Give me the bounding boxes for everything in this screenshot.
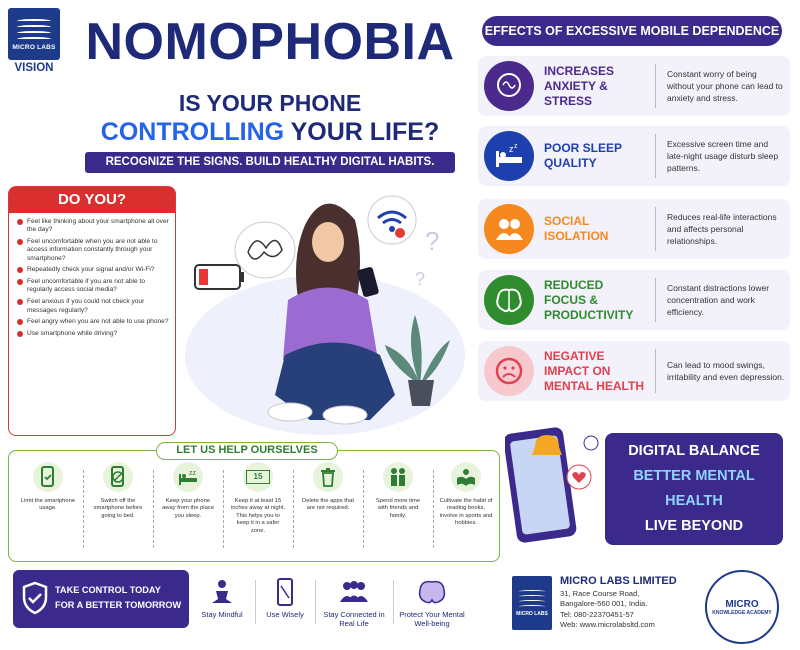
svg-text:z: z [514, 143, 518, 150]
trash-icon [313, 462, 343, 492]
tip-item [160, 462, 216, 558]
group-icon [318, 578, 390, 606]
list-item: Feel like thinking about your smartphone all over the day? [17, 218, 169, 234]
shield-check-icon [21, 581, 49, 615]
low-battery-icon [195, 265, 244, 289]
effects-heading: EFFECTS OF EXCESSIVE MOBILE DEPENDENCE [482, 16, 782, 46]
tip-item [90, 462, 146, 558]
tip-item [300, 462, 356, 558]
ruler-icon [243, 462, 273, 492]
subtitle-controlling [60, 120, 480, 145]
effect-desc: Constant worry of being without your phone can lead to anxiety and stress. [667, 69, 783, 103]
list-item: Feel uncomfortable when you are not able to access information constantly through your smartphone? [17, 238, 169, 263]
bottom-item [258, 578, 312, 619]
tip-text: Spend more time with friends and family. [375, 498, 421, 519]
anxious-girl-illustration [180, 180, 470, 440]
phone-off-icon [103, 462, 133, 492]
company-name: MICRO LABS LIMITED [560, 575, 677, 587]
bottom-item-label: Stay Mindful [201, 610, 243, 619]
effect-card-mental [478, 341, 790, 401]
phone-check-icon [33, 462, 63, 492]
sad-face-icon [484, 346, 534, 396]
company-website[interactable]: Web: www.microlabsltd.com [560, 620, 655, 630]
company-address-1: 31, Race Course Road, [560, 589, 640, 598]
effect-desc: Reduces real-life interactions and affects personal relationships. [667, 212, 777, 246]
balance-line-3: LIVE BEYOND [644, 518, 744, 534]
take-control-banner [13, 570, 189, 628]
micro-labs-logo-icon [8, 8, 60, 60]
bed-sleep-icon [484, 131, 534, 181]
do-you-panel [8, 186, 176, 436]
tip-item [370, 462, 426, 558]
effect-card-focus [478, 270, 790, 330]
reading-icon [451, 462, 481, 492]
micro-labs-vision-logo [8, 8, 66, 74]
effect-title: POOR SLEEP QUALITY [544, 141, 622, 170]
tagline-banner: RECOGNIZE THE SIGNS. BUILD HEALTHY DIGITAL HABITS. [85, 152, 455, 173]
tip-item [230, 462, 286, 558]
svg-text:z: z [509, 144, 514, 154]
seal-top-text: MICRO [725, 598, 759, 610]
effect-card-anxiety [478, 56, 790, 116]
company-phone: Tel: 080-22370451-57 [560, 609, 634, 619]
tip-text: Keep it at least 15 inches away at night. This helps you to keep it in a safer zone. [230, 498, 286, 534]
list-item: Repeatedly check your signal and/or Wi-Fi? [17, 266, 169, 274]
bottom-item [396, 578, 468, 628]
tip-text: Delete the apps that are not required. [302, 498, 354, 512]
brain-icon [396, 578, 468, 606]
people-icon [484, 204, 534, 254]
tip-item [20, 462, 76, 558]
subtitle-question: IS YOUR PHONE [178, 90, 362, 116]
logo-text: MICRO LABS [12, 43, 56, 51]
bottom-item [192, 578, 252, 619]
bottom-item-label: Protect Your Mental Well-being [399, 610, 465, 628]
balance-line-2: BETTER MENTAL HEALTH [633, 468, 755, 509]
phone-icon [258, 578, 312, 606]
effect-desc: Excessive screen time and late-night usage disturb sleep patterns. [667, 139, 779, 173]
list-item: Use smartphone while driving? [17, 330, 169, 338]
effect-desc: Can lead to mood swings, irritability and even depression. [667, 360, 785, 382]
help-heading: LET US HELP OURSELVES [156, 442, 338, 460]
do-you-list [9, 213, 175, 339]
controlling-word: CONTROLLING [100, 118, 285, 146]
notification-phone-illustration [505, 425, 605, 545]
company-address-2: Bangalore-560 001, India. [560, 599, 648, 609]
do-you-heading: DO YOU? [9, 187, 175, 213]
tip-text: Limit the smartphone usage. [20, 498, 76, 512]
tip-text: Cultivate the habit of reading books, involve in sports and hobbies. [439, 498, 493, 527]
brain-icon [484, 275, 534, 325]
family-icon [383, 462, 413, 492]
effect-title: SOCIAL ISOLATION [544, 214, 609, 243]
bottom-item-label: Use Wisely [266, 610, 304, 619]
list-item: Feel angry when you are not able to use phone? [17, 318, 169, 326]
bottom-item-label: Stay Connected in Real Life [323, 610, 385, 628]
logo-text: MICRO LABS [516, 611, 548, 617]
ruler-label: 15 [246, 470, 270, 484]
svg-text:zz: zz [189, 470, 196, 477]
micro-labs-logo-icon [512, 576, 552, 630]
your-life-words: YOUR LIFE? [284, 118, 440, 146]
knowledge-academy-seal [705, 570, 779, 644]
sleep-icon [173, 462, 203, 492]
effect-title: NEGATIVE IMPACT ON MENTAL HEALTH [544, 348, 644, 393]
meditation-icon [192, 578, 252, 606]
take-line-2: FOR A BETTER TOMORROW [55, 600, 182, 610]
logo-vision-label: VISION [14, 62, 54, 74]
list-item: Feel uncomfortable if you are not able to regularly access social media? [17, 278, 169, 294]
take-line-1: TAKE CONTROL TODAY [55, 585, 161, 595]
svg-text:?: ? [415, 269, 426, 289]
effect-title: REDUCED FOCUS & PRODUCTIVITY [544, 277, 634, 322]
company-info [560, 575, 710, 631]
brain-scribble-icon [484, 61, 534, 111]
effect-title: INCREASES ANXIETY & STRESS [544, 63, 615, 108]
tip-text: Switch off the smartphone before going to bed. [93, 498, 143, 519]
wifi-error-icon [368, 196, 416, 244]
effect-card-social [478, 199, 790, 259]
seal-bottom-text: KNOWLEDGE ACADEMY [712, 609, 772, 616]
list-item: Feel anxious if you could not check your messages regularly? [17, 298, 169, 314]
tip-text: Keep your phone away from the place you sleep. [162, 498, 214, 519]
balance-line-1: DIGITAL BALANCE [628, 443, 760, 459]
effect-desc: Constant distractions lower concentration and work efficiency. [667, 283, 770, 317]
tip-item [438, 462, 494, 558]
effect-card-sleep [478, 126, 790, 186]
bottom-item [318, 578, 390, 628]
main-title: NOMOPHOBIA [85, 13, 455, 71]
svg-text:?: ? [425, 226, 440, 256]
balance-line-4: THE SCREEN [647, 543, 741, 559]
digital-balance-panel [605, 433, 783, 559]
